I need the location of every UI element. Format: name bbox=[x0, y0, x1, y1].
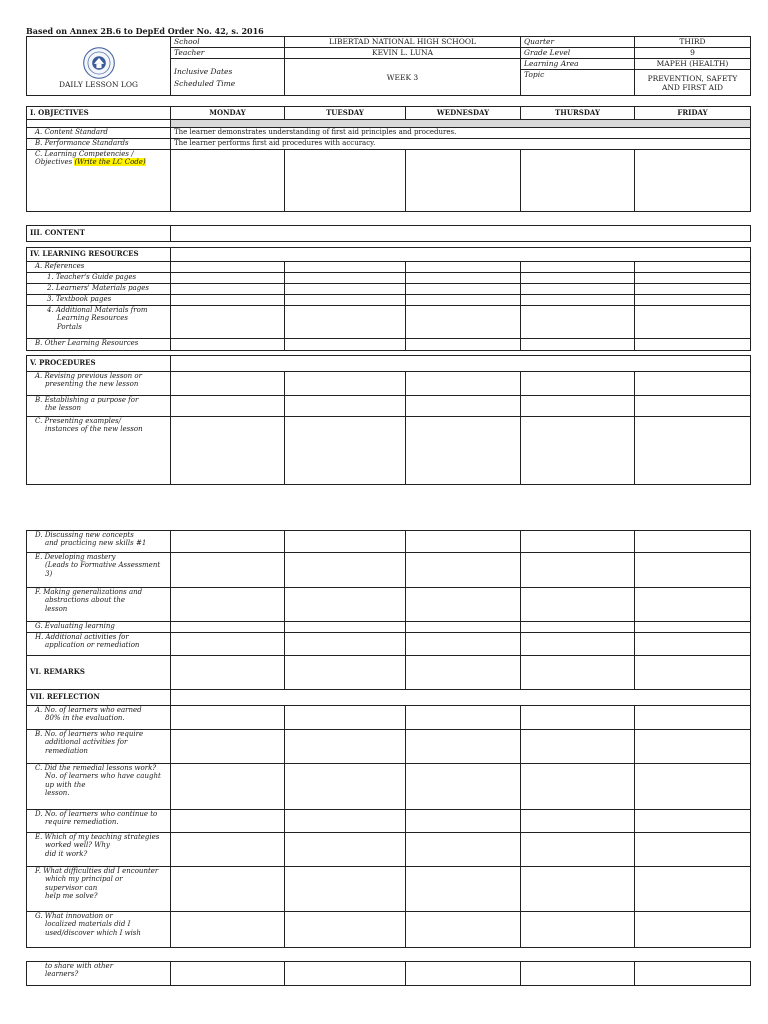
cell[interactable] bbox=[521, 912, 635, 948]
cell[interactable] bbox=[406, 273, 521, 284]
textbook-pages-label: 3. Textbook pages bbox=[27, 295, 171, 306]
procedure-f-line3: lesson bbox=[45, 604, 68, 613]
cell[interactable] bbox=[171, 833, 285, 867]
cell[interactable] bbox=[635, 339, 751, 351]
cell[interactable] bbox=[635, 764, 751, 810]
cell[interactable] bbox=[521, 656, 635, 690]
reflection-f-line1: F. What difficulties did I encounter bbox=[35, 867, 159, 875]
cell[interactable] bbox=[285, 273, 406, 284]
cell[interactable] bbox=[635, 396, 751, 417]
procedure-a-line1: A. Revising previous lesson or bbox=[35, 372, 142, 380]
teachers-guide-label: 1. Teacher's Guide pages bbox=[27, 273, 171, 284]
procedure-h-line1: H. Additional activities for bbox=[35, 633, 129, 641]
cell[interactable] bbox=[635, 730, 751, 764]
procedure-d-label bbox=[27, 531, 171, 553]
cell[interactable] bbox=[635, 810, 751, 833]
dates-time-labels bbox=[171, 59, 285, 96]
reflection-g-label bbox=[27, 912, 171, 948]
reflection-f-line3: supervisor can bbox=[45, 883, 98, 892]
cell[interactable] bbox=[635, 262, 751, 273]
reflection-f-line2: which my principal or bbox=[45, 875, 123, 884]
cell[interactable] bbox=[171, 912, 285, 948]
cell[interactable] bbox=[285, 810, 406, 833]
procedure-f-line2: abstractions about the bbox=[45, 596, 125, 605]
cell[interactable] bbox=[521, 706, 635, 730]
reflection-value[interactable] bbox=[171, 690, 751, 706]
cell[interactable] bbox=[635, 553, 751, 588]
cell[interactable] bbox=[171, 553, 285, 588]
procedure-d-line2: and practicing new skills #1 bbox=[45, 539, 147, 548]
topic-label: Topic bbox=[521, 70, 635, 96]
procedure-f-line1: F. Making generalizations and bbox=[35, 588, 143, 596]
cell[interactable] bbox=[521, 339, 635, 351]
procedure-e-label bbox=[27, 553, 171, 588]
day-tuesday: TUESDAY bbox=[285, 107, 406, 120]
reflection-a-line2: 80% in the evaluation. bbox=[45, 714, 125, 723]
reflection-b-line3: remediation bbox=[45, 746, 88, 755]
school-label: School bbox=[171, 37, 285, 48]
procedure-f-label bbox=[27, 588, 171, 622]
additional-materials-line3: Portals bbox=[57, 322, 82, 331]
gray-band bbox=[171, 120, 751, 128]
cell[interactable] bbox=[635, 656, 751, 690]
procedure-c-label bbox=[27, 417, 171, 485]
content-standard-label: A. Content Standard bbox=[27, 128, 171, 139]
cell[interactable] bbox=[171, 306, 285, 339]
reflection-c-line1: C. Did the remedial lessons work? bbox=[35, 764, 157, 772]
procedure-e-line1: E. Developing mastery bbox=[35, 553, 116, 561]
cell[interactable] bbox=[635, 273, 751, 284]
cell[interactable] bbox=[285, 262, 406, 273]
cell[interactable] bbox=[635, 622, 751, 633]
spacer-cell bbox=[27, 120, 171, 128]
cell[interactable] bbox=[406, 396, 521, 417]
cell[interactable] bbox=[521, 633, 635, 656]
cell[interactable] bbox=[406, 912, 521, 948]
week-value: WEEK 3 bbox=[285, 59, 521, 96]
learning-area-value: MAPEH (HEALTH) bbox=[635, 59, 751, 70]
deped-logo-cell bbox=[27, 37, 171, 96]
cell[interactable] bbox=[285, 656, 406, 690]
cell[interactable] bbox=[171, 622, 285, 633]
cell[interactable] bbox=[406, 962, 521, 986]
cell[interactable] bbox=[285, 633, 406, 656]
cell[interactable] bbox=[285, 306, 406, 339]
reflection-b-line2: additional activities for bbox=[45, 738, 128, 747]
cell[interactable] bbox=[171, 372, 285, 396]
cell[interactable] bbox=[406, 531, 521, 553]
reflection-g-line1: G. What innovation or bbox=[35, 912, 113, 920]
cell[interactable] bbox=[171, 730, 285, 764]
cell[interactable] bbox=[635, 588, 751, 622]
cell[interactable] bbox=[406, 553, 521, 588]
gap-row bbox=[27, 212, 751, 226]
cell[interactable] bbox=[635, 372, 751, 396]
day-thursday: THURSDAY bbox=[521, 107, 635, 120]
content-heading: III. CONTENT bbox=[27, 226, 171, 242]
header-table bbox=[26, 36, 751, 96]
performance-standard-label: B. Performance Standards bbox=[27, 139, 171, 150]
cell[interactable] bbox=[406, 295, 521, 306]
reflection-d-line2: require remediation. bbox=[45, 818, 119, 827]
competency-cell[interactable] bbox=[406, 150, 521, 212]
cell[interactable] bbox=[171, 764, 285, 810]
competencies-text: C. Learning Competencies / Objectives bbox=[35, 150, 134, 167]
additional-materials-line2: Learning Resources bbox=[57, 314, 129, 323]
procedures-value[interactable] bbox=[171, 356, 751, 372]
cell[interactable] bbox=[521, 396, 635, 417]
competencies-label bbox=[27, 150, 171, 212]
cell[interactable] bbox=[406, 622, 521, 633]
other-resources-label: B. Other Learning Resources bbox=[27, 339, 171, 351]
procedure-a-line2: presenting the new lesson bbox=[45, 380, 139, 389]
cell[interactable] bbox=[406, 633, 521, 656]
cell[interactable] bbox=[635, 417, 751, 485]
cell[interactable] bbox=[406, 306, 521, 339]
procedure-e-line2: (Leads to Formative Assessment bbox=[45, 561, 161, 570]
references-label: A. References bbox=[27, 262, 171, 273]
content-value[interactable] bbox=[171, 226, 751, 242]
reflection-e-label bbox=[27, 833, 171, 867]
procedure-d-line1: D. Discussing new concepts bbox=[35, 531, 134, 539]
cell[interactable] bbox=[406, 867, 521, 912]
resources-value[interactable] bbox=[171, 248, 751, 262]
procedure-e-line3: 3) bbox=[45, 569, 53, 578]
cell[interactable] bbox=[635, 912, 751, 948]
cell[interactable] bbox=[171, 588, 285, 622]
cell[interactable] bbox=[406, 833, 521, 867]
cell[interactable] bbox=[635, 962, 751, 986]
reflection-c-line2: No. of learners who have caught bbox=[45, 772, 161, 781]
cell[interactable] bbox=[171, 633, 285, 656]
cell[interactable] bbox=[171, 417, 285, 485]
additional-materials-label bbox=[27, 306, 171, 339]
cell[interactable] bbox=[171, 867, 285, 912]
cell[interactable] bbox=[285, 396, 406, 417]
learning-area-label: Learning Area bbox=[521, 59, 635, 70]
objectives-heading: I. OBJECTIVES bbox=[27, 107, 171, 120]
cell[interactable] bbox=[406, 417, 521, 485]
cell[interactable] bbox=[635, 306, 751, 339]
cell[interactable] bbox=[285, 417, 406, 485]
cell[interactable] bbox=[171, 810, 285, 833]
cell[interactable] bbox=[521, 962, 635, 986]
procedure-b-line2: the lesson bbox=[45, 404, 81, 413]
school-value: LIBERTAD NATIONAL HIGH SCHOOL bbox=[285, 37, 521, 48]
deped-seal-icon bbox=[82, 46, 116, 80]
reflection-f-label bbox=[27, 867, 171, 912]
day-monday: MONDAY bbox=[171, 107, 285, 120]
topic-value: PREVENTION, SAFETY AND FIRST AID bbox=[635, 70, 751, 96]
procedure-b-line1: B. Establishing a purpose for bbox=[35, 396, 139, 404]
cell[interactable] bbox=[635, 531, 751, 553]
cell[interactable] bbox=[171, 706, 285, 730]
cell[interactable] bbox=[171, 656, 285, 690]
procedures-heading: V. PROCEDURES bbox=[27, 356, 171, 372]
daily-lesson-log-title: DAILY LESSON LOG bbox=[58, 79, 139, 89]
procedure-h-line2: application or remediation bbox=[45, 641, 140, 650]
cell[interactable] bbox=[285, 706, 406, 730]
quarter-value: THIRD bbox=[635, 37, 751, 48]
competency-cell[interactable] bbox=[285, 150, 406, 212]
cell[interactable] bbox=[406, 262, 521, 273]
reflection-e-line3: did it work? bbox=[45, 849, 88, 858]
cell[interactable] bbox=[521, 588, 635, 622]
cell[interactable] bbox=[285, 867, 406, 912]
resources-heading: IV. LEARNING RESOURCES bbox=[27, 248, 171, 262]
annex-reference: Based on Annex 2B.6 to DepEd Order No. 42, s. 2016 bbox=[26, 26, 264, 36]
cell[interactable] bbox=[521, 730, 635, 764]
cell[interactable] bbox=[285, 622, 406, 633]
cell[interactable] bbox=[406, 372, 521, 396]
cell[interactable] bbox=[521, 764, 635, 810]
cell[interactable] bbox=[521, 295, 635, 306]
lesson-log-table-part1 bbox=[26, 106, 751, 485]
procedure-a-label bbox=[27, 372, 171, 396]
learners-materials-label: 2. Learners' Materials pages bbox=[27, 284, 171, 295]
reflection-g-continued bbox=[27, 962, 171, 986]
reflection-f-line4: help me solve? bbox=[45, 892, 98, 901]
cell[interactable] bbox=[406, 706, 521, 730]
cell[interactable] bbox=[635, 295, 751, 306]
procedure-c-line1: C. Presenting examples/ bbox=[35, 417, 121, 425]
cell[interactable] bbox=[285, 284, 406, 295]
cell[interactable] bbox=[285, 531, 406, 553]
cell[interactable] bbox=[406, 588, 521, 622]
reflection-g-line2: localized materials did I bbox=[45, 920, 131, 929]
cell[interactable] bbox=[285, 912, 406, 948]
reflection-c-label bbox=[27, 764, 171, 810]
reflection-a-line1: A. No. of learners who earned bbox=[35, 706, 142, 714]
reflection-g-line5: learners? bbox=[45, 970, 79, 979]
cell[interactable] bbox=[285, 372, 406, 396]
cell[interactable] bbox=[285, 962, 406, 986]
cell[interactable] bbox=[521, 306, 635, 339]
cell[interactable] bbox=[521, 553, 635, 588]
cell[interactable] bbox=[285, 295, 406, 306]
cell[interactable] bbox=[171, 295, 285, 306]
reflection-heading: VII. REFLECTION bbox=[27, 690, 171, 706]
procedure-c-line2: instances of the new lesson bbox=[45, 425, 143, 434]
teacher-label: Teacher bbox=[171, 48, 285, 59]
scheduled-time-label: Scheduled Time bbox=[174, 78, 236, 88]
cell[interactable] bbox=[171, 284, 285, 295]
cell[interactable] bbox=[285, 730, 406, 764]
inclusive-dates-label: Inclusive Dates bbox=[174, 66, 233, 76]
cell[interactable] bbox=[635, 284, 751, 295]
cell[interactable] bbox=[521, 372, 635, 396]
content-standard-value: The learner demonstrates understanding of first aid principles and procedures. bbox=[171, 128, 751, 139]
cell[interactable] bbox=[521, 867, 635, 912]
cell[interactable] bbox=[171, 962, 285, 986]
grade-value: 9 bbox=[635, 48, 751, 59]
reflection-a-label bbox=[27, 706, 171, 730]
reflection-c-line4: lesson. bbox=[45, 789, 70, 798]
performance-standard-value: The learner performs first aid procedures with accuracy. bbox=[171, 139, 751, 150]
reflection-d-label bbox=[27, 810, 171, 833]
cell[interactable] bbox=[285, 764, 406, 810]
cell[interactable] bbox=[171, 396, 285, 417]
reflection-g-line3: used/discover which I wish bbox=[45, 928, 141, 937]
cell[interactable] bbox=[635, 867, 751, 912]
cell[interactable] bbox=[635, 706, 751, 730]
reflection-e-line1: E. Which of my teaching strategies bbox=[35, 833, 160, 841]
competency-cell[interactable] bbox=[521, 150, 635, 212]
cell[interactable] bbox=[521, 833, 635, 867]
quarter-label: Quarter bbox=[521, 37, 635, 48]
cell[interactable] bbox=[171, 273, 285, 284]
day-friday: FRIDAY bbox=[635, 107, 751, 120]
reflection-g-line4: to share with other bbox=[45, 962, 114, 970]
competency-cell[interactable] bbox=[171, 150, 285, 212]
cell[interactable] bbox=[406, 810, 521, 833]
cell[interactable] bbox=[406, 730, 521, 764]
cell[interactable] bbox=[171, 531, 285, 553]
cell[interactable] bbox=[521, 531, 635, 553]
cell[interactable] bbox=[521, 622, 635, 633]
cell[interactable] bbox=[285, 553, 406, 588]
cell[interactable] bbox=[521, 810, 635, 833]
lc-code-highlight: (Write the LC Code) bbox=[74, 158, 146, 167]
reflection-b-label bbox=[27, 730, 171, 764]
additional-materials-line1: 4. Additional Materials from bbox=[47, 306, 148, 314]
grade-label: Grade Level bbox=[521, 48, 635, 59]
procedure-g-label: G. Evaluating learning bbox=[27, 622, 171, 633]
lesson-log-table-part3 bbox=[26, 961, 751, 986]
teacher-value: KEVIN L. LUNA bbox=[285, 48, 521, 59]
cell[interactable] bbox=[521, 273, 635, 284]
cell[interactable] bbox=[171, 339, 285, 351]
reflection-b-line1: B. No. of learners who require bbox=[35, 730, 144, 738]
reflection-e-line2: worked well? Why bbox=[45, 841, 110, 850]
procedure-b-label bbox=[27, 396, 171, 417]
cell[interactable] bbox=[285, 339, 406, 351]
cell[interactable] bbox=[406, 764, 521, 810]
day-wednesday: WEDNESDAY bbox=[406, 107, 521, 120]
remarks-heading: VI. REMARKS bbox=[27, 656, 171, 690]
cell[interactable] bbox=[521, 417, 635, 485]
cell[interactable] bbox=[406, 656, 521, 690]
cell[interactable] bbox=[285, 833, 406, 867]
cell[interactable] bbox=[635, 833, 751, 867]
cell[interactable] bbox=[171, 262, 285, 273]
cell[interactable] bbox=[521, 284, 635, 295]
cell[interactable] bbox=[406, 339, 521, 351]
procedure-h-label bbox=[27, 633, 171, 656]
cell[interactable] bbox=[521, 262, 635, 273]
reflection-d-line1: D. No. of learners who continue to bbox=[35, 810, 158, 818]
competency-cell[interactable] bbox=[635, 150, 751, 212]
cell[interactable] bbox=[635, 633, 751, 656]
reflection-c-line3: up with the bbox=[45, 780, 86, 789]
lesson-log-table-part2 bbox=[26, 530, 751, 948]
cell[interactable] bbox=[406, 284, 521, 295]
cell[interactable] bbox=[285, 588, 406, 622]
